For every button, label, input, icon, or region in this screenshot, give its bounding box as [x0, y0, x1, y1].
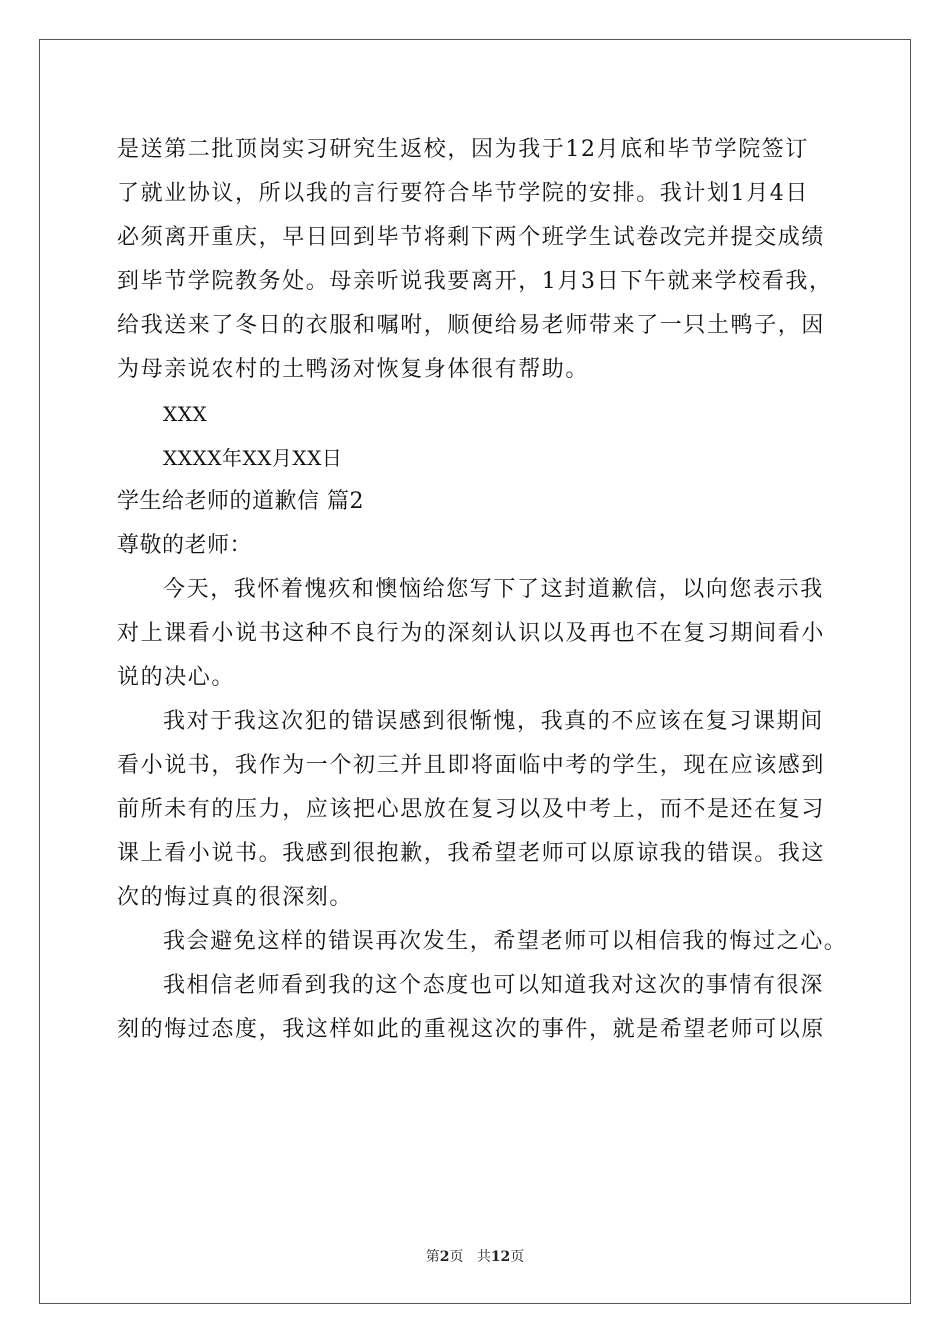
text-line: 给我送来了冬日的衣服和嘱咐，顺便给易老师带来了一只土鸭子，因	[117, 313, 826, 338]
text-line: 课上看小说书。我感到很抱歉，我希望老师可以原谅我的错误。我这	[117, 841, 826, 866]
signature: XXX	[163, 402, 208, 426]
page-number-suffix: 页	[449, 1249, 464, 1265]
paragraph-opening	[117, 568, 837, 700]
text-line: 是送第二批顶岗实习研究生返校，因为我于12月底和毕节学院签订	[117, 137, 809, 162]
text-line: 我对于我这次犯的错误感到很惭愧，我真的不应该在复习课期间	[163, 709, 824, 734]
document-body	[117, 128, 848, 1052]
paragraph-belief	[117, 964, 837, 1052]
paragraph-continued	[117, 128, 837, 392]
text-line: 到毕节学院教务处。母亲听说我要离开，1月3日下午就来学校看我，	[117, 269, 833, 294]
current-page-number: 2	[439, 1249, 450, 1265]
total-pages-prefix: 共	[476, 1249, 491, 1265]
text-line: 次的悔过真的很深刻。	[117, 885, 354, 910]
section-title: 学生给老师的道歉信 篇2	[117, 489, 364, 514]
text-line: 我会避免这样的错误再次发生，希望老师可以相信我的悔过之心。	[163, 929, 848, 954]
text-line: 了就业协议，所以我的言行要符合毕节学院的安排。我计划1月4日	[117, 181, 809, 206]
salutation: 尊敬的老师：	[117, 533, 253, 558]
text-line: 刻的悔过态度，我这样如此的重视这次的事件，就是希望老师可以原	[117, 1017, 826, 1042]
page-number-prefix: 第	[425, 1249, 440, 1265]
paragraph-regret	[117, 700, 837, 920]
total-pages-suffix: 页	[510, 1249, 525, 1265]
text-line: 对上课看小说书这种不良行为的深刻认识以及再也不在复习期间看小	[117, 621, 826, 646]
date-line: XXXX年XX月XX日	[163, 446, 343, 470]
page-footer	[0, 1246, 950, 1266]
text-line: 看小说书，我作为一个初三并且即将面临中考的学生，现在应该感到	[117, 753, 826, 778]
total-page-number: 12	[490, 1249, 511, 1265]
text-line: 前所未有的压力，应该把心思放在复习以及中考上，而不是还在复习	[117, 797, 826, 822]
text-line: 为母亲说农村的土鸭汤对恢复身体很有帮助。	[117, 357, 590, 382]
text-line: 今天，我怀着愧疚和懊恼给您写下了这封道歉信，以向您表示我	[163, 577, 824, 602]
text-line: 我相信老师看到我的这个态度也可以知道我对这次的事情有很深	[163, 973, 824, 998]
paragraph-promise	[117, 920, 848, 964]
text-line: 必须离开重庆，早日回到毕节将剩下两个班学生试卷改完并提交成绩	[117, 225, 826, 250]
text-line: 说的决心。	[117, 665, 236, 690]
